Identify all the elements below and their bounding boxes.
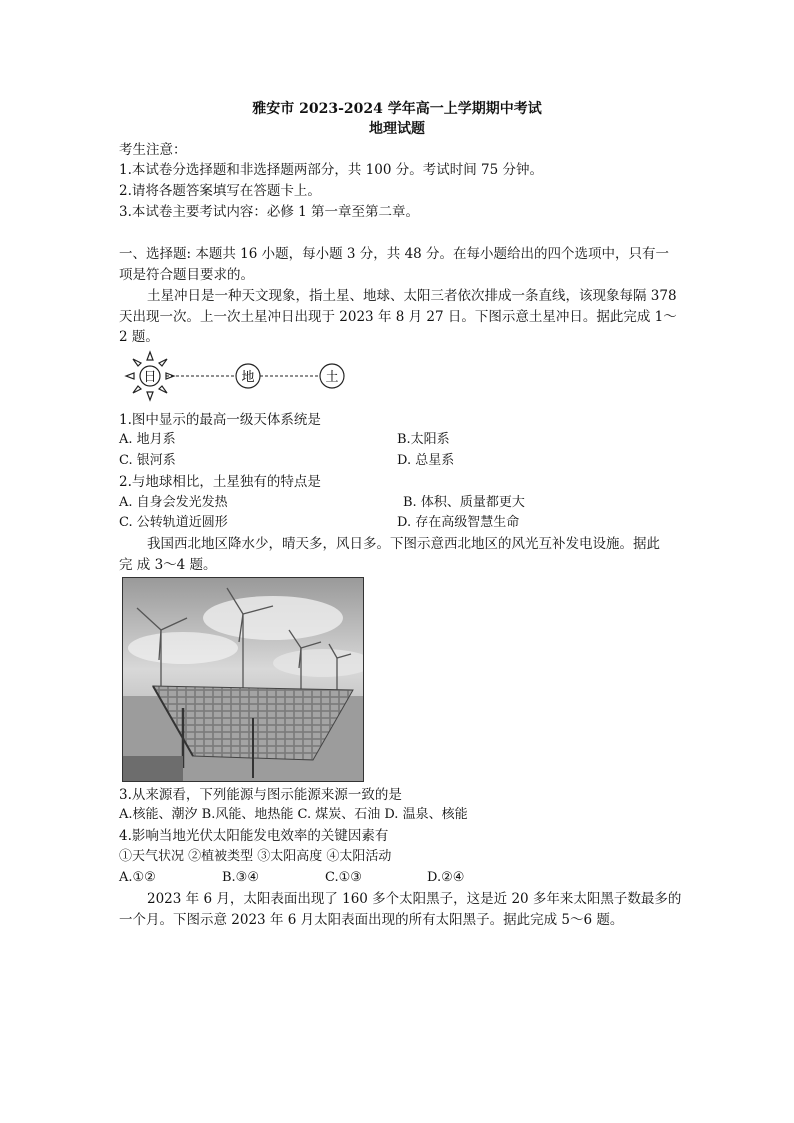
diagram-svg xyxy=(118,348,358,402)
option-b: B. 体积、质量都更大 xyxy=(403,495,525,510)
notice-item: 1.本试卷分选择题和非选择题两部分，共 100 分。考试时间 75 分钟。 xyxy=(119,162,543,178)
exam-title: 雅安市 2023-2024 学年高一上学期期中考试 xyxy=(252,101,542,117)
passage-text: 土星冲日是一种天文现象，指土星、地球、太阳三者依次排成一条直线，该现象每隔 378 xyxy=(147,288,677,304)
option-a: A. 地月系 xyxy=(119,432,176,447)
option-a: A. 自身会发光发热 xyxy=(119,495,228,510)
sun-label: 日 xyxy=(143,370,157,385)
passage-text: 2 题。 xyxy=(119,329,159,345)
passage-text: 2023 年 6 月，太阳表面出现了 160 多个太阳黑子，这是近 20 多年来太阳黑子数最多的 xyxy=(147,891,682,907)
notice-item: 3.本试卷主要考试内容：必修 1 第一章至第二章。 xyxy=(119,204,420,220)
saturn-label: 土 xyxy=(325,370,339,385)
passage-text: 一个月。下图示意 2023 年 6 月太阳表面出现的所有太阳黑子。据此完成 5～6 题。 xyxy=(119,912,624,928)
section-intro: 项是符合题目要求的。 xyxy=(119,267,254,283)
passage-text: 我国西北地区降水少，晴天多，风日多。下图示意西北地区的风光互补发电设施。据此 xyxy=(147,536,660,552)
option-a: A.①② xyxy=(119,870,156,885)
option-d: D. 存在高级智慧生命 xyxy=(397,515,520,530)
option-c: C. 银河系 xyxy=(119,453,176,468)
option-b: B.太阳系 xyxy=(397,432,450,447)
passage-text: 完 成 3～4 题。 xyxy=(119,557,217,573)
wind-solar-photo xyxy=(122,577,364,782)
option-d: D.②④ xyxy=(427,870,465,885)
question-stem: 2.与地球相比，土星独有的特点是 xyxy=(119,474,321,490)
option-row: A.核能、潮汐 B.风能、地热能 C. 煤炭、石油 D. 温泉、核能 xyxy=(119,807,468,822)
notice-heading: 考生注意： xyxy=(119,142,187,158)
photo-svg xyxy=(123,578,363,781)
option-c: C. 公转轨道近圆形 xyxy=(119,515,228,530)
factor-list: ①天气状况 ②植被类型 ③太阳高度 ④太阳活动 xyxy=(119,849,392,864)
question-stem: 1.图中显示的最高一级天体系统是 xyxy=(119,412,321,428)
option-d: D. 总星系 xyxy=(397,453,455,468)
option-b: B.③④ xyxy=(222,870,259,885)
question-stem: 4.影响当地光伏太阳能发电效率的关键因素有 xyxy=(119,828,389,844)
notice-item: 2.请将各题答案填写在答题卡上。 xyxy=(119,183,321,199)
section-intro: 一、选择题: 本题共 16 小题，每小题 3 分，共 48 分。在每小题给出的四个选项中，只有一 xyxy=(119,246,670,262)
saturn-opposition-diagram xyxy=(118,348,358,402)
passage-text: 天出现一次。上一次土星冲日出现于 2023 年 8 月 27 日。下图示意土星冲日。据此完成 1～ xyxy=(119,309,677,325)
earth-label: 地 xyxy=(241,370,255,385)
question-stem: 3.从来源看，下列能源与图示能源来源一致的是 xyxy=(119,787,402,803)
option-c: C.①③ xyxy=(325,870,362,885)
exam-subtitle: 地理试题 xyxy=(369,121,425,137)
